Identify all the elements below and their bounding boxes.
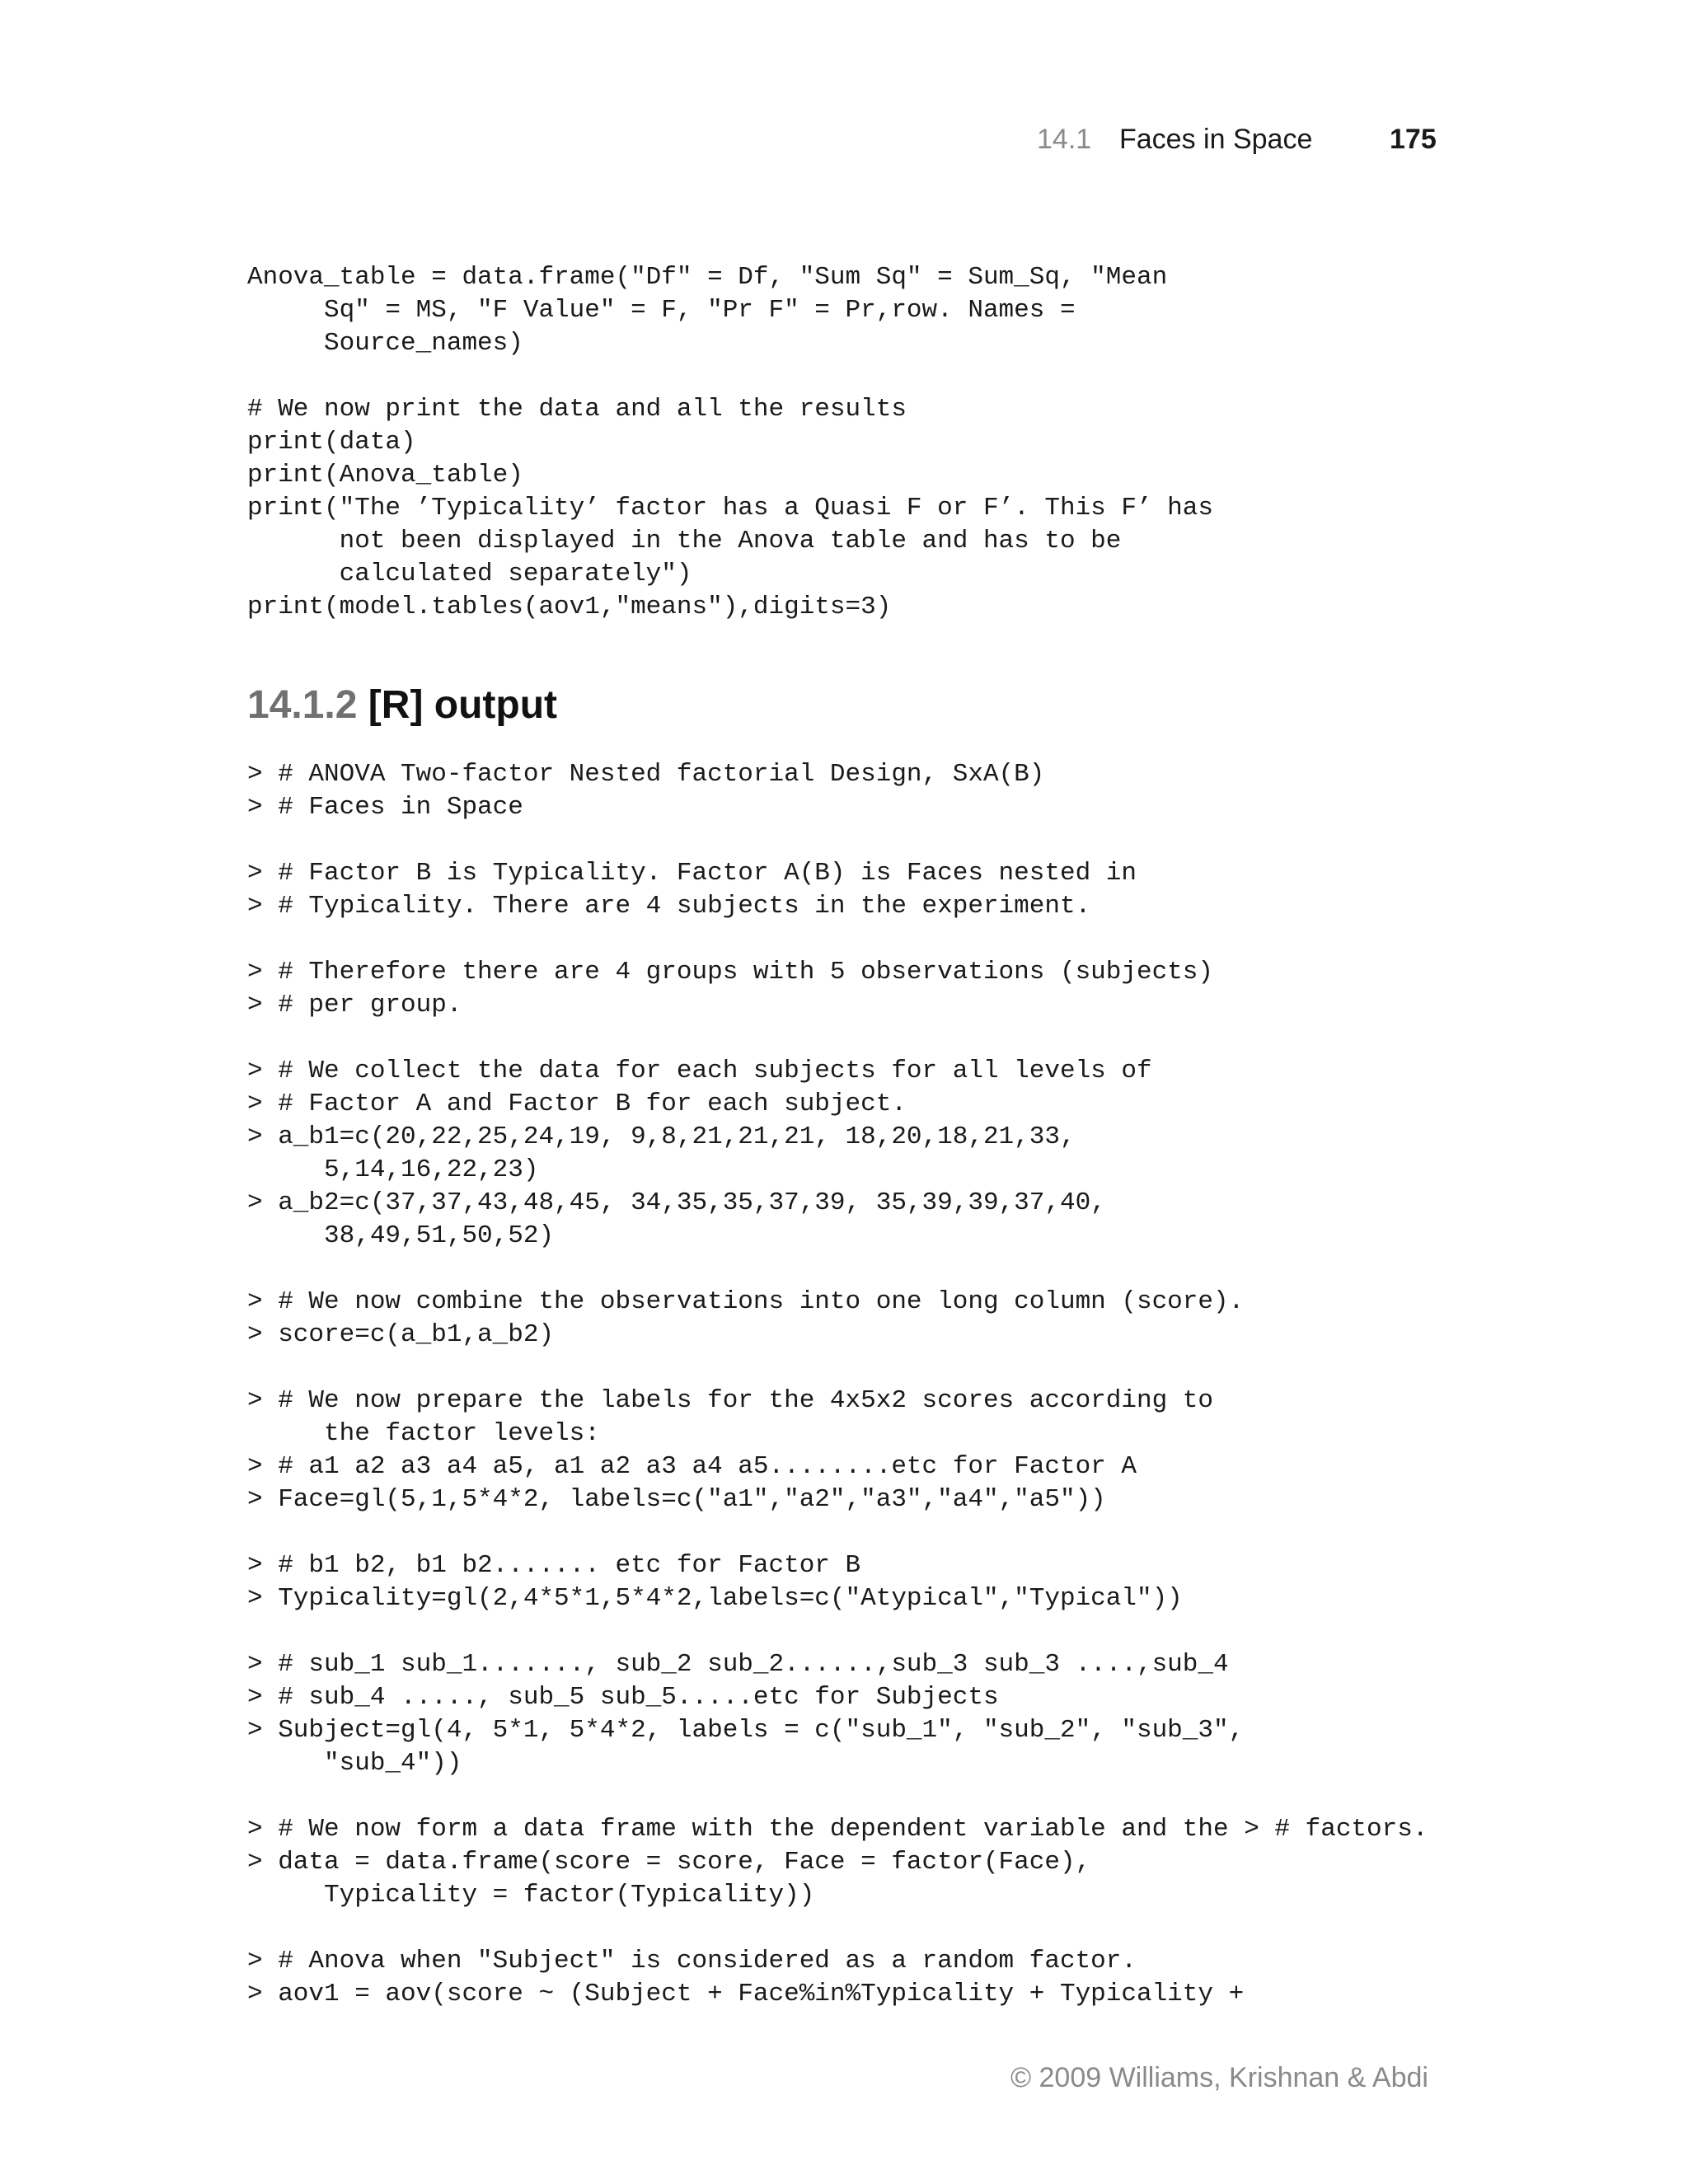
copyright-footer: © 2009 Williams, Krishnan & Abdi (1010, 2062, 1428, 2093)
header-section-number: 14.1 (1037, 124, 1092, 155)
section-number: 14.1.2 (247, 683, 358, 727)
page-number: 175 (1390, 124, 1437, 155)
code-block-anova-table: Anova_table = data.frame("Df" = Df, "Sum Sq" = Sum_Sq, "Mean Sq" = MS, "F Value" = F, "Pr F" = Pr,row. Names = Source_names) # We now print the data and all the results print(data) print(Anova_table) print("The ’Typicality’ factor has a Quasi F or F’. This F’ has not been displayed in the Anova table and has to be calculated separately") print(model.tables(aov1,"means"),digits=3) (247, 263, 1213, 621)
running-header (0, 124, 1688, 165)
section-title: [R] output (368, 683, 558, 727)
section-heading (247, 682, 557, 728)
header-section-title: Faces in Space (1119, 124, 1313, 155)
code-block-r-output: > # ANOVA Two-factor Nested factorial Design, SxA(B) > # Faces in Space > # Factor B is Typicality. Factor A(B) is Faces nested in > # Typicality. There are 4 subjects in the experiment. > # Therefore there are 4 groups with 5 observations (subjects) > # per group. > # We collect the data for each subjects for all levels of > # Factor A and Factor B for each subject. > a_b1=c(20,22,25,24,19, 9,8,21,21,21, 18,20,18,21,33, 5,14,16,22,23) > a_b2=c(37,37,43,48,45, 34,35,35,37,39, 35,39,39,37,40, 38,49,51,50,52) > # We now combine the observations into one long column (score). > score=c(a_b1,a_b2) > # We now prepare the labels for the 4x5x2 scores according to the factor levels: > # a1 a2 a3 a4 a5, a1 a2 a3 a4 a5........etc for Factor A > Face=gl(5,1,5*4*2, labels=c("a1","a2","a3","a4","a5")) > # b1 b2, b1 b2....... etc for Factor B > Typicality=gl(2,4*5*1,5*4*2,labels=c("Atypical","Typical")) > # sub_1 sub_1......., sub_2 sub_2......,sub_3 sub_3 ....,sub_4 > # sub_4 ....., sub_5 sub_5.....etc for Subjects > Subject=gl(4, 5*1, 5*4*2, labels = c("sub_1", "sub_2", "sub_3", "sub_4")) > # We now form a data frame with the dependent variable and the > # factors. > data = data.frame(score = score, Face = factor(Face), Typicality = factor(Typicality)) > # Anova when "Subject" is considered as a random factor. > aov1 = aov(score ~ (Subject + Face%in%Typicality + Typicality + (247, 760, 1428, 2008)
